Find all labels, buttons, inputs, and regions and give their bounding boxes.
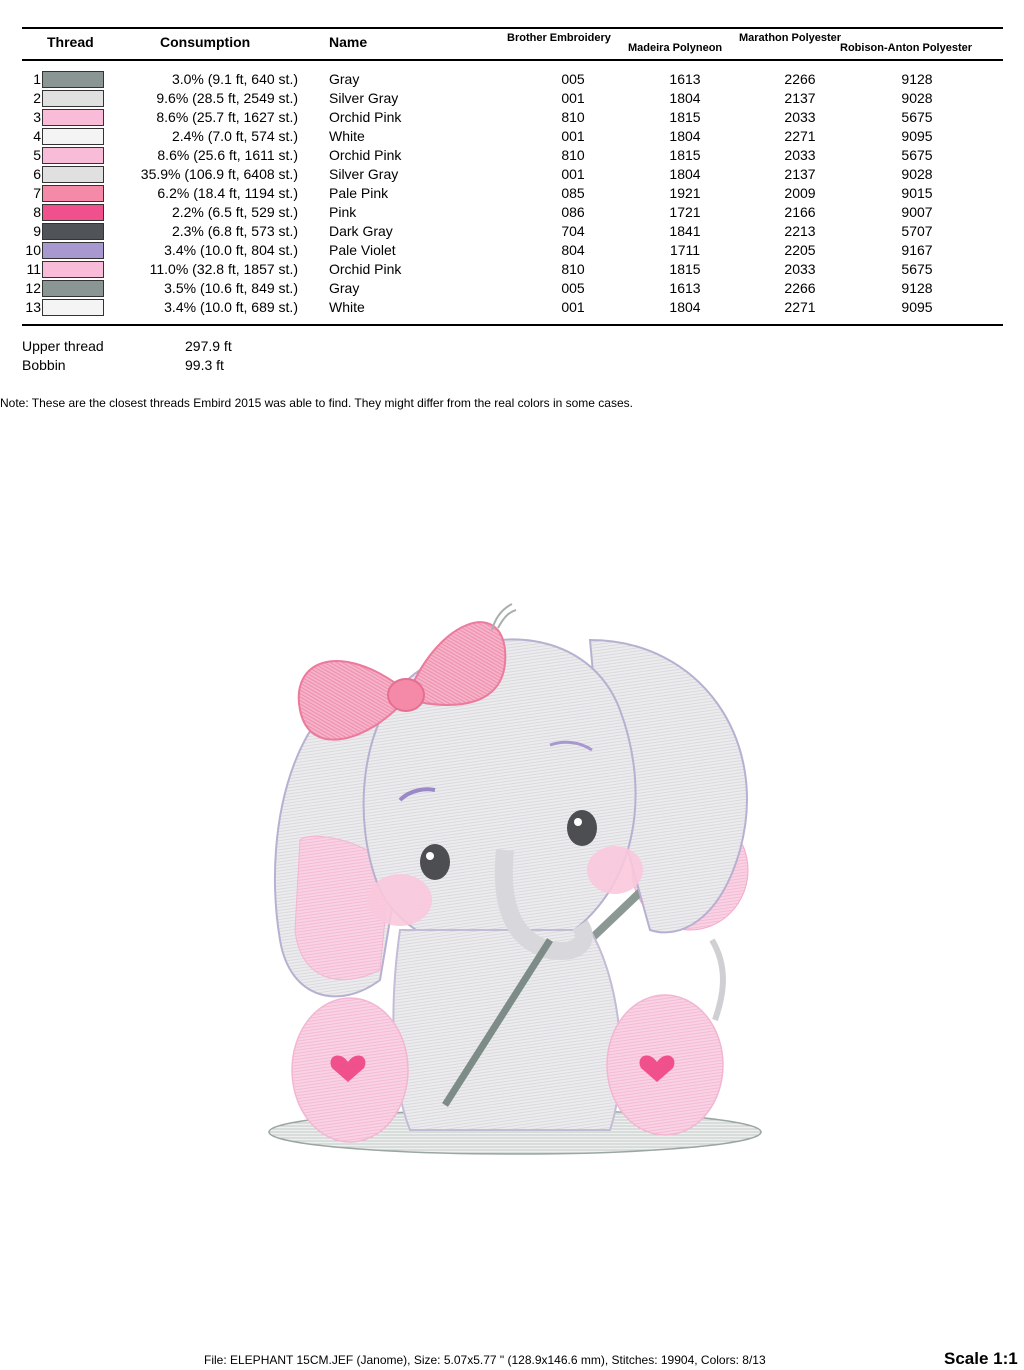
bobbin-label: Bobbin bbox=[22, 357, 66, 373]
color-swatch bbox=[42, 166, 104, 183]
thread-number: 8 bbox=[33, 204, 41, 220]
header-thread: Thread bbox=[47, 34, 94, 50]
madeira-code: 1613 bbox=[669, 71, 701, 87]
robison-code: 9128 bbox=[901, 280, 933, 296]
madeira-code: 1804 bbox=[669, 90, 701, 106]
marathon-code: 2033 bbox=[784, 147, 816, 163]
thread-number: 7 bbox=[33, 185, 41, 201]
thread-name: White bbox=[329, 299, 365, 315]
thread-name: Orchid Pink bbox=[329, 109, 402, 125]
marathon-code: 2271 bbox=[784, 299, 816, 315]
header-madeira: Madeira Polyneon bbox=[628, 42, 723, 54]
madeira-code: 1711 bbox=[669, 242, 701, 258]
color-swatch bbox=[42, 147, 104, 164]
thread-consumption: 11.0% (32.8 ft, 1857 st.) bbox=[149, 261, 298, 277]
body bbox=[393, 930, 620, 1130]
thread-row bbox=[0, 241, 1024, 260]
thread-number: 9 bbox=[33, 223, 41, 239]
elephant-embroidery-image bbox=[260, 600, 770, 1170]
marathon-code: 2137 bbox=[784, 166, 816, 182]
brother-code: 001 bbox=[561, 166, 585, 182]
madeira-code: 1613 bbox=[669, 280, 701, 296]
thread-consumption: 2.4% (7.0 ft, 574 st.) bbox=[171, 128, 298, 144]
thread-row bbox=[0, 279, 1024, 298]
thread-name: Pale Pink bbox=[329, 185, 389, 201]
madeira-code: 1804 bbox=[669, 166, 701, 182]
madeira-code: 1815 bbox=[669, 147, 701, 163]
header-consumption: Consumption bbox=[160, 34, 251, 50]
madeira-code: 1804 bbox=[669, 128, 701, 144]
marathon-code: 2271 bbox=[784, 128, 816, 144]
left-cheek bbox=[368, 874, 432, 926]
robison-code: 9028 bbox=[901, 166, 933, 182]
thread-row bbox=[0, 89, 1024, 108]
marathon-code: 2205 bbox=[784, 242, 816, 258]
color-swatch bbox=[42, 128, 104, 145]
marathon-code: 2033 bbox=[784, 109, 816, 125]
color-swatch bbox=[42, 242, 104, 259]
thread-row bbox=[0, 70, 1024, 89]
robison-code: 9128 bbox=[901, 71, 933, 87]
robison-code: 5707 bbox=[901, 223, 933, 239]
thread-row bbox=[0, 298, 1024, 317]
thread-number: 5 bbox=[33, 147, 41, 163]
color-swatch bbox=[42, 185, 104, 202]
marathon-code: 2009 bbox=[784, 185, 816, 201]
thread-name: Gray bbox=[329, 280, 360, 296]
right-cheek bbox=[587, 846, 643, 894]
brother-code: 001 bbox=[561, 90, 585, 106]
tail bbox=[712, 940, 723, 1020]
header-robison: Robison-Anton Polyester bbox=[840, 42, 973, 54]
thread-row bbox=[0, 146, 1024, 165]
header-bottom-rule bbox=[22, 59, 1003, 61]
thread-number: 3 bbox=[33, 109, 41, 125]
thread-consumption: 6.2% (18.4 ft, 1194 st.) bbox=[157, 185, 298, 201]
madeira-code: 1815 bbox=[669, 109, 701, 125]
thread-number: 2 bbox=[33, 90, 41, 106]
thread-name: White bbox=[329, 128, 365, 144]
right-eye bbox=[567, 810, 597, 846]
thread-consumption: 3.5% (10.6 ft, 849 st.) bbox=[164, 280, 298, 296]
thread-row bbox=[0, 222, 1024, 241]
table-bottom-rule bbox=[22, 324, 1003, 326]
thread-number: 13 bbox=[25, 299, 41, 315]
upper-thread-value: 297.9 ft bbox=[185, 338, 232, 354]
thread-table bbox=[0, 70, 1024, 317]
thread-number: 12 bbox=[25, 280, 41, 296]
brother-code: 704 bbox=[561, 223, 585, 239]
thread-name: Gray bbox=[329, 71, 360, 87]
bobbin-value: 99.3 ft bbox=[185, 357, 224, 373]
thread-consumption: 3.0% (9.1 ft, 640 st.) bbox=[171, 71, 298, 87]
color-swatch bbox=[42, 223, 104, 240]
table-top-rule bbox=[22, 27, 1003, 29]
madeira-code: 1721 bbox=[669, 204, 701, 220]
thread-number: 1 bbox=[33, 71, 41, 87]
brother-code: 085 bbox=[561, 185, 585, 201]
brother-code: 001 bbox=[561, 299, 585, 315]
marathon-code: 2266 bbox=[784, 280, 816, 296]
robison-code: 9167 bbox=[901, 242, 933, 258]
thread-consumption: 8.6% (25.7 ft, 1627 st.) bbox=[156, 109, 298, 125]
brother-code: 001 bbox=[561, 128, 585, 144]
file-info: File: ELEPHANT 15CM.JEF (Janome), Size: 5.07x5.77 " (128.9x146.6 mm), Stitches: 19904, Colors: 8/13 bbox=[204, 1353, 766, 1367]
thread-consumption: 35.9% (106.9 ft, 6408 st.) bbox=[140, 166, 298, 182]
robison-code: 9095 bbox=[901, 299, 933, 315]
brother-code: 810 bbox=[561, 109, 585, 125]
brother-code: 005 bbox=[561, 71, 585, 87]
madeira-code: 1841 bbox=[669, 223, 701, 239]
left-eye bbox=[420, 844, 450, 880]
madeira-code: 1921 bbox=[669, 185, 701, 201]
thread-row bbox=[0, 184, 1024, 203]
thread-name: Dark Gray bbox=[329, 223, 393, 239]
thread-row bbox=[0, 108, 1024, 127]
color-swatch bbox=[42, 71, 104, 88]
marathon-code: 2266 bbox=[784, 71, 816, 87]
brother-code: 086 bbox=[561, 204, 585, 220]
thread-consumption: 2.2% (6.5 ft, 529 st.) bbox=[171, 204, 298, 220]
color-swatch bbox=[42, 299, 104, 316]
thread-name: Orchid Pink bbox=[329, 261, 402, 277]
marathon-code: 2033 bbox=[784, 261, 816, 277]
upper-thread-label: Upper thread bbox=[22, 338, 104, 354]
thread-row bbox=[0, 127, 1024, 146]
madeira-code: 1815 bbox=[669, 261, 701, 277]
thread-consumption: 8.6% (25.6 ft, 1611 st.) bbox=[157, 147, 298, 163]
color-swatch bbox=[42, 204, 104, 221]
thread-name: Pale Violet bbox=[329, 242, 396, 258]
marathon-code: 2137 bbox=[784, 90, 816, 106]
thread-note: Note: These are the closest threads Embird 2015 was able to find. They might differ from the real colors in some cases. bbox=[0, 396, 633, 410]
thread-name: Pink bbox=[329, 204, 357, 220]
robison-code: 9095 bbox=[901, 128, 933, 144]
thread-row bbox=[0, 260, 1024, 279]
brother-code: 810 bbox=[561, 261, 585, 277]
header-name: Name bbox=[329, 34, 368, 50]
thread-consumption: 2.3% (6.8 ft, 573 st.) bbox=[171, 223, 298, 239]
color-swatch bbox=[42, 261, 104, 278]
brother-code: 804 bbox=[561, 242, 585, 258]
thread-name: Orchid Pink bbox=[329, 147, 402, 163]
thread-consumption: 3.4% (10.0 ft, 689 st.) bbox=[164, 299, 298, 315]
thread-row bbox=[0, 165, 1024, 184]
robison-code: 9015 bbox=[901, 185, 933, 201]
header-brother: Brother Embroidery bbox=[507, 32, 611, 44]
robison-code: 5675 bbox=[901, 147, 933, 163]
robison-code: 9028 bbox=[901, 90, 933, 106]
robison-code: 5675 bbox=[901, 261, 933, 277]
thread-row bbox=[0, 203, 1024, 222]
color-swatch bbox=[42, 109, 104, 126]
thread-name: Silver Gray bbox=[329, 90, 399, 106]
thread-name: Silver Gray bbox=[329, 166, 399, 182]
marathon-code: 2213 bbox=[784, 223, 816, 239]
scale-label: Scale 1:1 bbox=[944, 1349, 1018, 1368]
thread-number: 11 bbox=[26, 261, 41, 277]
thread-consumption: 3.4% (10.0 ft, 804 st.) bbox=[164, 242, 298, 258]
marathon-code: 2166 bbox=[784, 204, 816, 220]
madeira-code: 1804 bbox=[669, 299, 701, 315]
robison-code: 9007 bbox=[901, 204, 933, 220]
thread-number: 4 bbox=[33, 128, 41, 144]
color-swatch bbox=[42, 280, 104, 297]
thread-consumption: 9.6% (28.5 ft, 2549 st.) bbox=[156, 90, 298, 106]
color-swatch bbox=[42, 90, 104, 107]
robison-code: 5675 bbox=[901, 109, 933, 125]
header-marathon: Marathon Polyester bbox=[739, 32, 842, 44]
thread-number: 6 bbox=[33, 166, 41, 182]
thread-number: 10 bbox=[25, 242, 41, 258]
brother-code: 005 bbox=[561, 280, 585, 296]
brother-code: 810 bbox=[561, 147, 585, 163]
